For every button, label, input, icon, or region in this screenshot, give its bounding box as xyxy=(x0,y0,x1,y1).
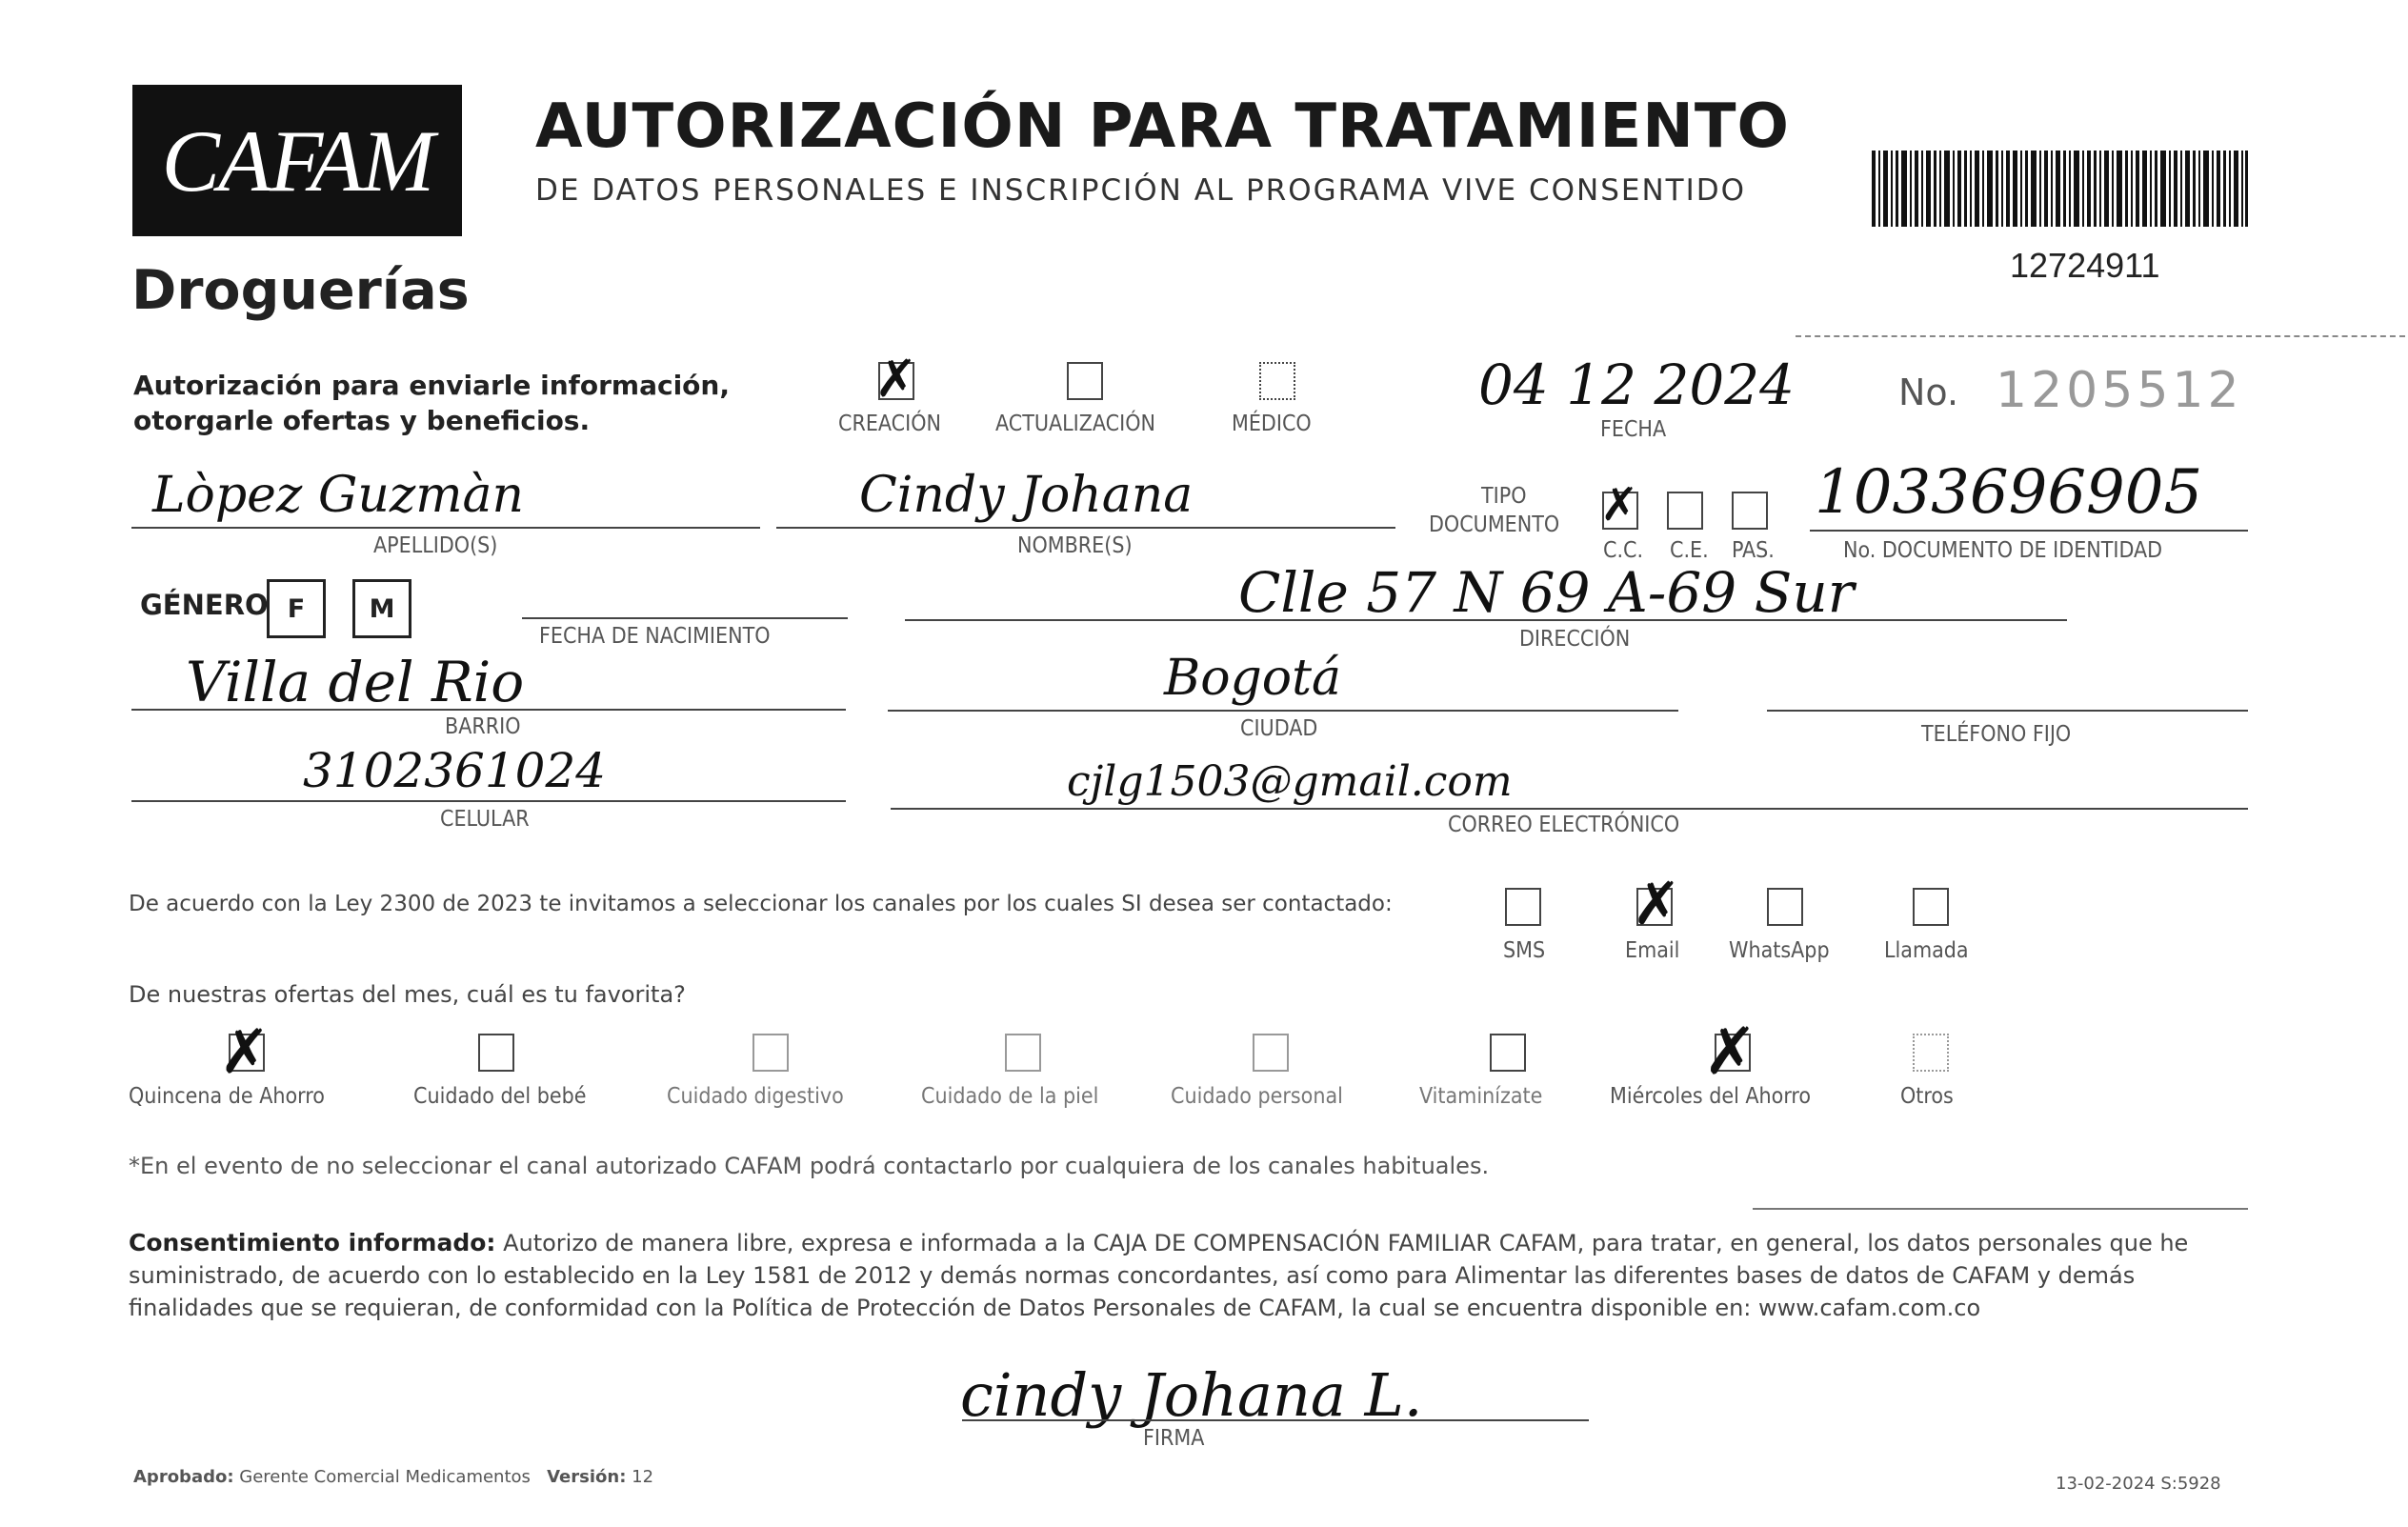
consent-title: Consentimiento informado: xyxy=(129,1229,496,1256)
form-title: AUTORIZACIÓN PARA TRATAMIENTO xyxy=(535,91,1790,162)
form-subtitle: DE DATOS PERSONALES E INSCRIPCIÓN AL PROGRAMA VIVE CONSENTIDO xyxy=(535,173,1747,208)
offer-personal-label: Cuidado personal xyxy=(1171,1084,1343,1109)
approved-value: Gerente Comercial Medicamentos xyxy=(239,1467,531,1487)
doc-number-value: 1033696905 xyxy=(1815,457,2203,528)
barrio-value: Villa del Rio xyxy=(186,650,525,714)
date-value: 04 12 2024 xyxy=(1478,352,1796,417)
channel-llamada-label: Llamada xyxy=(1884,938,1969,963)
gender-f-box[interactable] xyxy=(267,579,326,638)
consent-line-2: suministrado, de acuerdo con lo establecido en la Ley 1581 de 2012 y demás normas concordantes, así como para Alimentar las diferentes bases de datos de CAFAM y demás xyxy=(129,1262,2136,1289)
channels-question: De acuerdo con la Ley 2300 de 2023 te invitamos a seleccionar los canales por los cuales SI desea ser contactado: xyxy=(129,892,1393,916)
offer-miercoles-label: Miércoles del Ahorro xyxy=(1610,1084,1812,1109)
gender-label: GÉNERO xyxy=(140,589,269,621)
channel-llamada-checkbox[interactable] xyxy=(1913,888,1949,926)
actualizacion-checkbox[interactable] xyxy=(1067,362,1103,400)
intro-line-2: otorgarle ofertas y beneficios. xyxy=(133,405,591,436)
doc-number-label: No. DOCUMENTO DE IDENTIDAD xyxy=(1843,538,2163,563)
consent-paragraph xyxy=(129,1227,2253,1324)
signature-label: FIRMA xyxy=(1143,1426,1205,1451)
gender-m-box[interactable] xyxy=(352,579,411,638)
channel-whatsapp-label: WhatsApp xyxy=(1729,938,1830,963)
barcode-image xyxy=(1872,151,2248,227)
names-value: Cindy Johana xyxy=(859,467,1194,524)
footer-approval xyxy=(133,1467,653,1487)
offer-piel-label: Cuidado de la piel xyxy=(921,1084,1099,1109)
doc-type-ce-checkbox[interactable] xyxy=(1667,492,1703,530)
mobile-value: 3102361024 xyxy=(303,743,607,798)
creacion-check-mark: ✗ xyxy=(874,349,918,409)
city-value: Bogotá xyxy=(1164,650,1342,707)
offer-vitaminizate-checkbox[interactable] xyxy=(1490,1034,1526,1072)
channel-whatsapp-checkbox[interactable] xyxy=(1767,888,1803,926)
signature-line xyxy=(962,1419,1589,1421)
channel-sms-label: SMS xyxy=(1503,938,1546,963)
medico-checkbox[interactable] xyxy=(1259,362,1295,400)
doc-type-pas-checkbox[interactable] xyxy=(1732,492,1768,530)
offer-otros-label: Otros xyxy=(1900,1084,1954,1109)
offer-digestivo-label: Cuidado digestivo xyxy=(667,1084,844,1109)
address-line xyxy=(905,619,2067,621)
phone-line xyxy=(1767,710,2248,712)
doc-type-cc-mark: ✗ xyxy=(1600,478,1639,532)
channel-email-mark: ✗ xyxy=(1632,869,1681,938)
birth-line xyxy=(522,617,848,619)
offer-digestivo-checkbox[interactable] xyxy=(752,1034,789,1072)
phone-label: TELÉFONO FIJO xyxy=(1921,722,2072,747)
consent-line-3: finalidades que se requieran, de conformidad con la Política de Protección de Datos Personales de CAFAM, la cual se encuentra disponible en: www.cafam.com.co xyxy=(129,1295,1981,1321)
doc-type-label-1: TIPO xyxy=(1481,484,1527,509)
version-label: Versión: xyxy=(547,1467,627,1487)
doc-type-pas-label: PAS. xyxy=(1732,538,1775,563)
consent-line-1-text: Autorizo de manera libre, expresa e informada a la CAJA DE COMPENSACIÓN FAMILIAR CAFAM, para tratar, en general, los datos personales que he xyxy=(503,1230,2189,1256)
address-label: DIRECCIÓN xyxy=(1519,627,1631,652)
offer-bebe-label: Cuidado del bebé xyxy=(413,1084,587,1109)
note-divider xyxy=(1753,1208,2248,1210)
creacion-label: CREACIÓN xyxy=(838,412,941,436)
email-value: cjlg1503@gmail.com xyxy=(1067,757,1513,806)
logo-subtitle: Droguerías xyxy=(131,259,470,322)
names-line xyxy=(776,527,1395,529)
doc-type-ce-label: C.E. xyxy=(1670,538,1709,563)
offer-quincena-mark: ✗ xyxy=(219,1017,271,1088)
surnames-value: Lòpez Guzmàn xyxy=(152,467,525,524)
surnames-label: APELLIDO(S) xyxy=(373,533,498,558)
offer-miercoles-mark: ✗ xyxy=(1703,1015,1757,1090)
barrio-line xyxy=(131,709,846,711)
offer-otros-checkbox[interactable] xyxy=(1913,1034,1949,1072)
date-label: FECHA xyxy=(1600,417,1667,442)
form-number-value: 1205512 xyxy=(1996,362,2243,419)
city-line xyxy=(888,710,1678,712)
offer-personal-checkbox[interactable] xyxy=(1253,1034,1289,1072)
offer-bebe-checkbox[interactable] xyxy=(478,1034,514,1072)
names-label: NOMBRE(S) xyxy=(1017,533,1133,558)
doc-type-label-2: DOCUMENTO xyxy=(1429,512,1560,537)
city-label: CIUDAD xyxy=(1240,716,1318,741)
address-value: Clle 57 N 69 A-69 Sur xyxy=(1238,560,1855,625)
consent-line-1 xyxy=(129,1227,2253,1259)
offer-quincena-label: Quincena de Ahorro xyxy=(129,1084,325,1109)
channel-email-label: Email xyxy=(1625,938,1680,963)
header-divider xyxy=(1796,335,2405,337)
form-number-label: No. xyxy=(1898,372,1959,413)
actualizacion-label: ACTUALIZACIÓN xyxy=(995,412,1155,436)
offer-vitaminizate-label: Vitaminízate xyxy=(1419,1084,1543,1109)
intro-line-1: Autorización para enviarle información, xyxy=(133,370,730,401)
offer-piel-checkbox[interactable] xyxy=(1005,1034,1041,1072)
cafam-logo: CAFAM xyxy=(132,85,462,236)
version-value: 12 xyxy=(632,1467,654,1487)
footer-code: 13-02-2024 S:5928 xyxy=(2056,1474,2221,1494)
channel-sms-checkbox[interactable] xyxy=(1505,888,1541,926)
barrio-label: BARRIO xyxy=(445,714,521,739)
barcode-number: 12724911 xyxy=(2010,246,2160,285)
gender-f-label: F xyxy=(287,593,306,624)
surnames-line xyxy=(131,527,760,529)
birth-label: FECHA DE NACIMIENTO xyxy=(539,624,771,649)
email-label: CORREO ELECTRÓNICO xyxy=(1448,813,1680,837)
mobile-line xyxy=(131,800,846,802)
channels-note: *En el evento de no seleccionar el canal autorizado CAFAM podrá contactarlo por cualquiera de los canales habituales. xyxy=(129,1153,1490,1179)
gender-m-label: M xyxy=(369,593,395,624)
doc-type-cc-label: C.C. xyxy=(1603,538,1644,563)
approved-label: Aprobado: xyxy=(133,1467,234,1487)
offers-question: De nuestras ofertas del mes, cuál es tu favorita? xyxy=(129,981,686,1008)
email-line xyxy=(891,808,2248,810)
signature-value: cindy Johana L. xyxy=(960,1360,1423,1430)
mobile-label: CELULAR xyxy=(440,807,530,832)
medico-label: MÉDICO xyxy=(1232,412,1312,436)
doc-number-line xyxy=(1810,530,2248,532)
